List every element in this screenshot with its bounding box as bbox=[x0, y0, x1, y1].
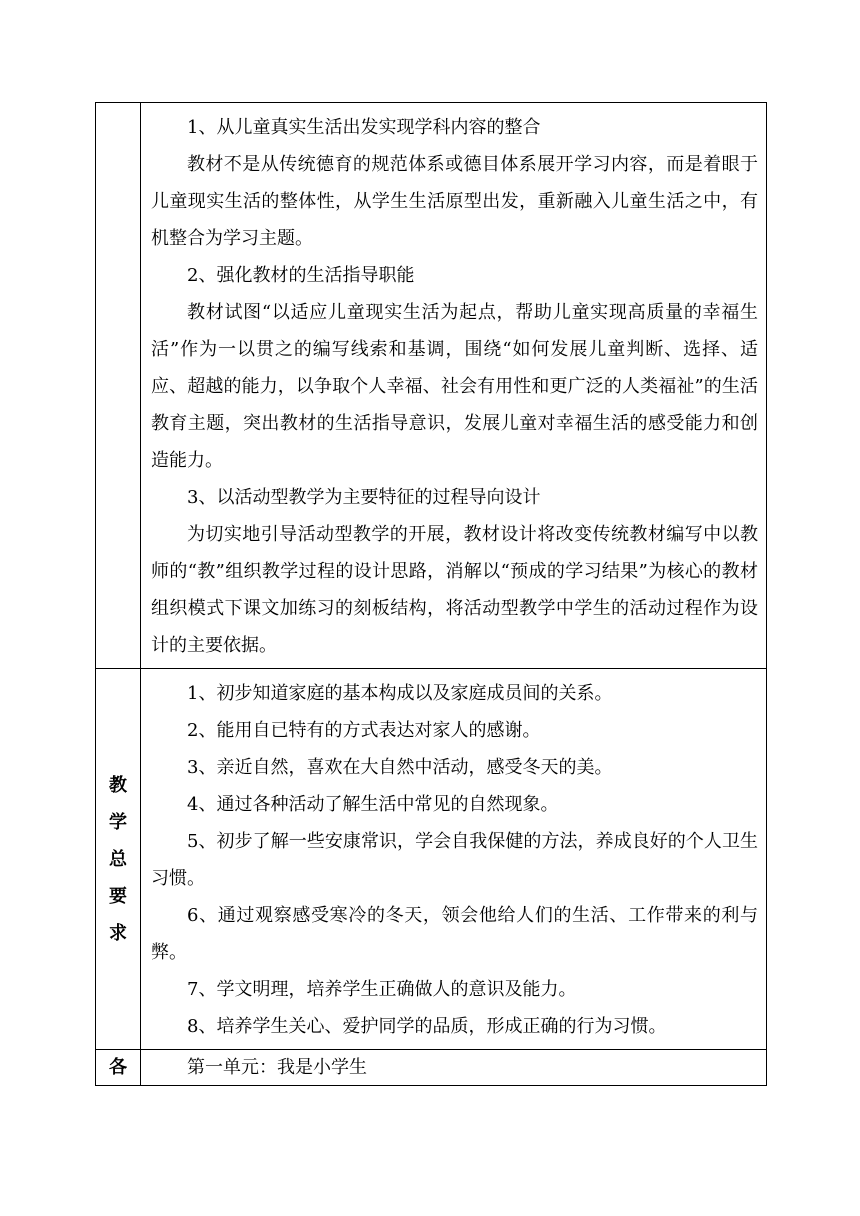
label-char: 总 bbox=[109, 848, 127, 870]
requirement-item: 8、培养学生关心、爱护同学的品质，形成正确的行为习惯。 bbox=[187, 1016, 667, 1037]
row-label-empty bbox=[96, 103, 141, 669]
label-char: 学 bbox=[109, 811, 127, 833]
table-row-units bbox=[96, 1050, 767, 1086]
textbook-features-cell bbox=[141, 103, 767, 669]
row-label-teaching-requirements bbox=[96, 669, 141, 1050]
requirement-item: 4、通过各种活动了解生活中常见的自然现象。 bbox=[187, 794, 559, 815]
label-char: 求 bbox=[109, 922, 127, 944]
lesson-plan-table bbox=[95, 102, 767, 1086]
requirement-item: 2、能用自已特有的方式表达对家人的感谢。 bbox=[187, 720, 541, 741]
paragraph-body-3: 为切实地引导活动型教学的开展，教材设计将改变传统教材编写中以教师的“教”组织教学过程的设计思路，消解以“预成的学习结果”为核心的教材组织模式下课文加练习的刻板结构，将活动型教学中学生的活动过程作为设计的主要依据。 bbox=[151, 524, 758, 656]
requirement-item: 1、初步知道家庭的基本构成以及家庭成员间的关系。 bbox=[187, 683, 613, 704]
paragraph-body-2: 教材试图“以适应儿童现实生活为起点，帮助儿童实现高质量的幸福生活”作为一以贯之的编写线索和基调，围绕“如何发展儿童判断、选择、适应、超越的能力，以争取个人幸福、社会有用性和更广泛的人类福祉”的生活教育主题，突出教材的生活指导意识，发展儿童对幸福生活的感受能力和创造能力。 bbox=[151, 302, 758, 471]
requirement-item: 6、通过观察感受寒冷的冬天，领会他给人们的生活、工作带来的利与弊。 bbox=[151, 905, 758, 963]
requirement-item: 7、学文明理，培养学生正确做人的意识及能力。 bbox=[187, 979, 577, 1000]
requirements-cell bbox=[141, 669, 767, 1050]
label-char: 要 bbox=[109, 885, 127, 907]
label-char: 教 bbox=[109, 774, 127, 796]
requirement-item: 3、亲近自然，喜欢在大自然中活动，感受冬天的美。 bbox=[187, 757, 613, 778]
unit-item: 第一单元：我是小学生 bbox=[187, 1057, 367, 1078]
paragraph-heading-3: 3、以活动型教学为主要特征的过程导向设计 bbox=[187, 487, 541, 508]
requirement-item: 5、初步了解一些安康常识，学会自我保健的方法，养成良好的个人卫生习惯。 bbox=[151, 831, 758, 889]
units-cell bbox=[141, 1050, 767, 1086]
table-row-requirements bbox=[96, 669, 767, 1050]
label-char: 各 bbox=[109, 1057, 127, 1078]
paragraph-body-1: 教材不是从传统德育的规范体系或德目体系展开学习内容，而是着眼于儿童现实生活的整体性，从学生生活原型出发，重新融入儿童生活之中，有机整合为学习主题。 bbox=[151, 154, 758, 249]
paragraph-heading-1: 1、从儿童真实生活出发实现学科内容的整合 bbox=[187, 117, 541, 138]
table-row-integration bbox=[96, 103, 767, 669]
row-label-units bbox=[96, 1050, 141, 1086]
paragraph-heading-2: 2、强化教材的生活指导职能 bbox=[187, 265, 415, 286]
